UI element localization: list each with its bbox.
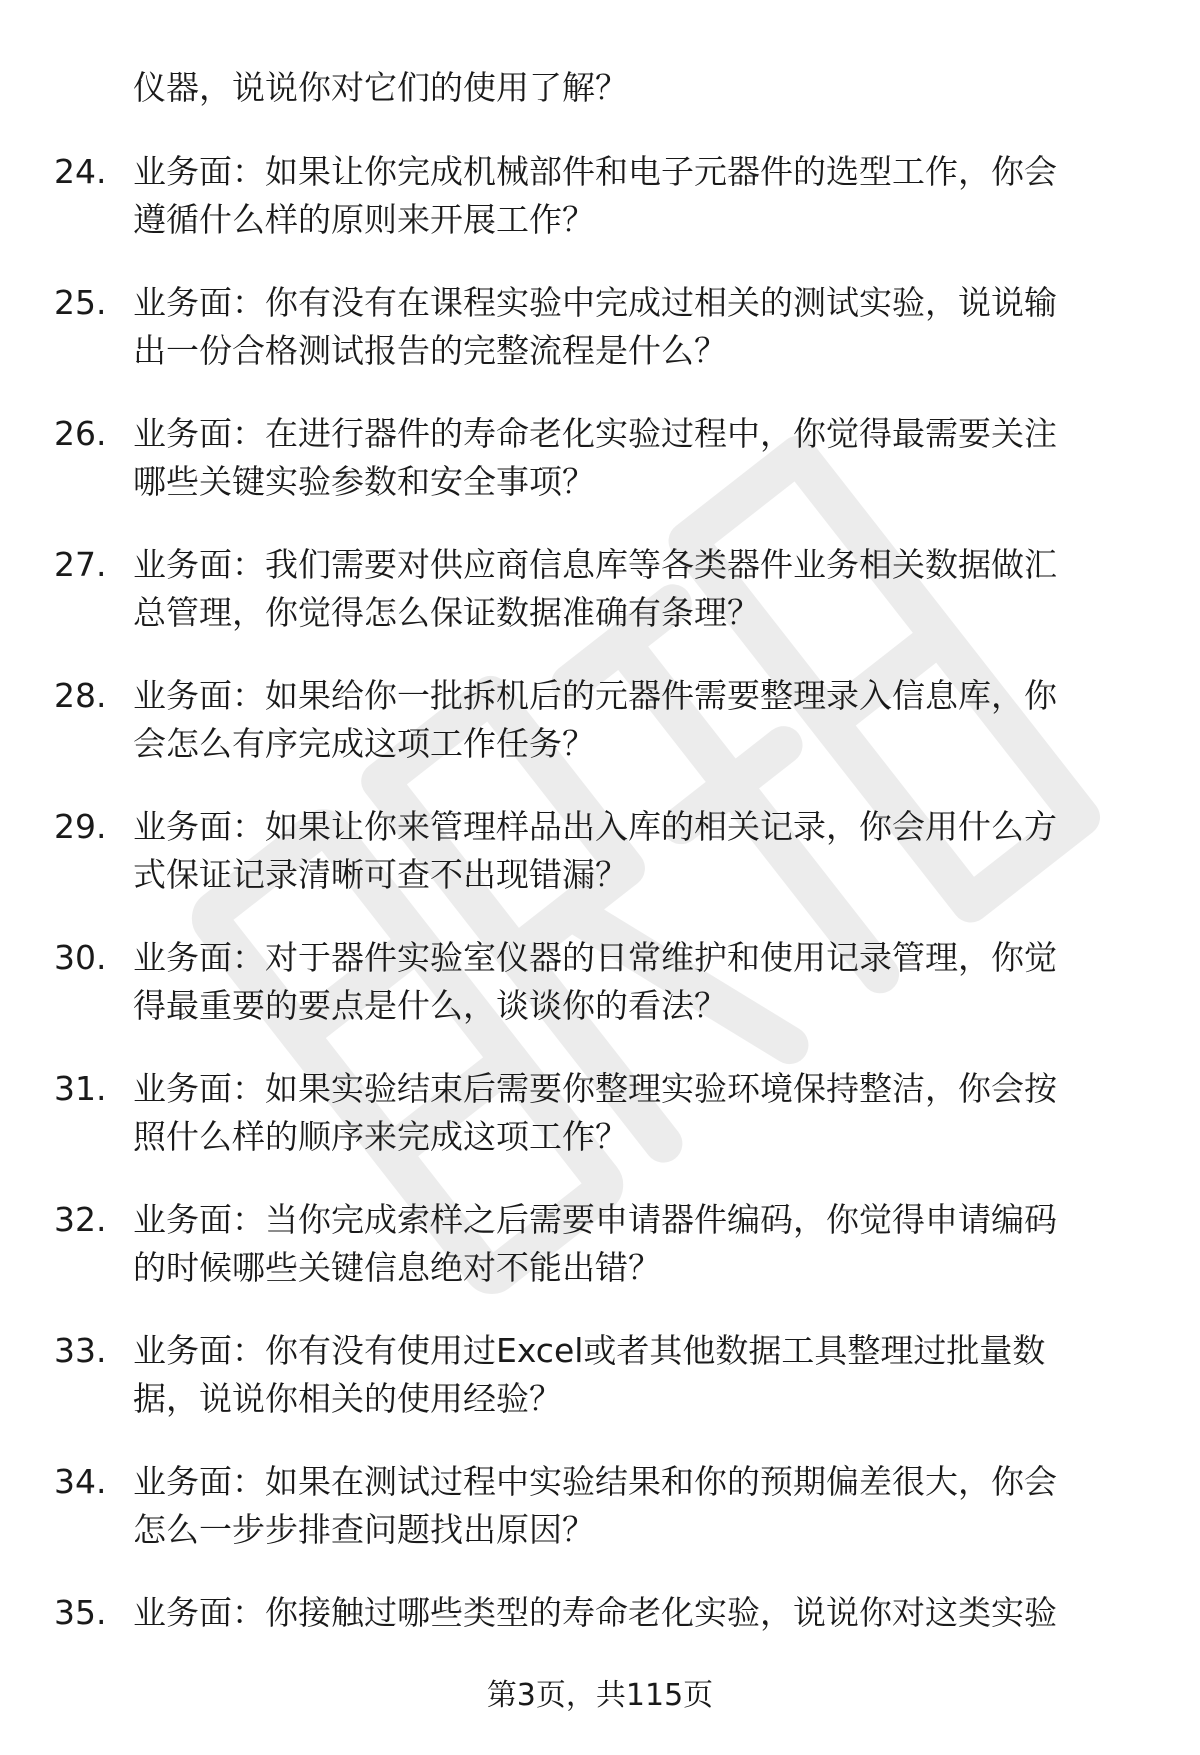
question-text-line: 业务面：你接触过哪些类型的寿命老化实验，说说你对这类实验	[133, 1593, 1057, 1632]
question-text-line: 怎么一步步排查问题找出原因？	[133, 1510, 595, 1549]
question-item	[0, 148, 1200, 279]
question-text-line: 业务面：当你完成索样之后需要申请器件编码，你觉得申请编码	[133, 1200, 1057, 1239]
question-number: 27.	[54, 545, 107, 584]
question-text-line: 业务面：如果实验结束后需要你整理实验环境保持整洁，你会按	[133, 1069, 1057, 1108]
question-text	[133, 410, 1143, 506]
question-item	[0, 1065, 1200, 1196]
question-item	[0, 672, 1200, 803]
question-text-line: 得最重要的要点是什么，谈谈你的看法？	[133, 986, 727, 1025]
question-text	[133, 279, 1143, 375]
question-item	[0, 410, 1200, 541]
question-number: 26.	[54, 414, 107, 453]
question-text-line: 哪些关键实验参数和安全事项？	[133, 462, 595, 501]
question-number: 34.	[54, 1462, 107, 1501]
question-number: 30.	[54, 938, 107, 977]
question-text	[133, 803, 1143, 899]
page-number: 第3页，共115页	[486, 1678, 714, 1713]
question-text-line: 业务面：如果让你来管理样品出入库的相关记录，你会用什么方	[133, 807, 1057, 846]
question-list	[0, 148, 1200, 1720]
question-number: 29.	[54, 807, 107, 846]
question-number: 25.	[54, 283, 107, 322]
question-text	[133, 1458, 1143, 1554]
question-text	[133, 1196, 1143, 1292]
question-item	[0, 934, 1200, 1065]
question-number: 32.	[54, 1200, 107, 1239]
question-text-line: 业务面：你有没有在课程实验中完成过相关的测试实验，说说输	[133, 283, 1057, 322]
question-text	[133, 672, 1143, 768]
continuation-line: 仪器，说说你对它们的使用了解？	[133, 68, 628, 107]
question-text-line: 照什么样的顺序来完成这项工作？	[133, 1117, 628, 1156]
question-text-line: 出一份合格测试报告的完整流程是什么？	[133, 331, 727, 370]
question-text-line: 据，说说你相关的使用经验？	[133, 1379, 562, 1418]
question-number: 31.	[54, 1069, 107, 1108]
question-number: 33.	[54, 1331, 107, 1370]
question-text-line: 式保证记录清晰可查不出现错漏？	[133, 855, 628, 894]
question-text-line: 遵循什么样的原则来开展工作？	[133, 200, 595, 239]
question-number: 24.	[54, 152, 107, 191]
question-text-line: 业务面：如果让你完成机械部件和电子元器件的选型工作，你会	[133, 152, 1057, 191]
question-text-line: 的时候哪些关键信息绝对不能出错？	[133, 1248, 661, 1287]
question-text	[133, 1589, 1143, 1637]
question-text-line: 业务面：在进行器件的寿命老化实验过程中，你觉得最需要关注	[133, 414, 1057, 453]
question-item	[0, 1196, 1200, 1327]
question-text	[133, 1065, 1143, 1161]
question-item	[0, 279, 1200, 410]
question-item	[0, 1458, 1200, 1589]
question-text-line: 总管理，你觉得怎么保证数据准确有条理？	[133, 593, 760, 632]
question-text	[133, 1327, 1143, 1423]
question-text-line: 会怎么有序完成这项工作任务？	[133, 724, 595, 763]
question-text-line: 业务面：我们需要对供应商信息库等各类器件业务相关数据做汇	[133, 545, 1057, 584]
question-text	[133, 541, 1143, 637]
question-text	[133, 934, 1143, 1030]
question-text-line: 业务面：你有没有使用过Excel或者其他数据工具整理过批量数	[133, 1331, 1046, 1370]
question-text-line: 业务面：如果在测试过程中实验结果和你的预期偏差很大，你会	[133, 1462, 1057, 1501]
question-item	[0, 541, 1200, 672]
question-text-line: 业务面：对于器件实验室仪器的日常维护和使用记录管理，你觉	[133, 938, 1057, 977]
question-number: 28.	[54, 676, 107, 715]
question-number: 35.	[54, 1593, 107, 1632]
question-item	[0, 1327, 1200, 1458]
question-item	[0, 803, 1200, 934]
question-text	[133, 148, 1143, 244]
question-text-line: 业务面：如果给你一批拆机后的元器件需要整理录入信息库，你	[133, 676, 1057, 715]
